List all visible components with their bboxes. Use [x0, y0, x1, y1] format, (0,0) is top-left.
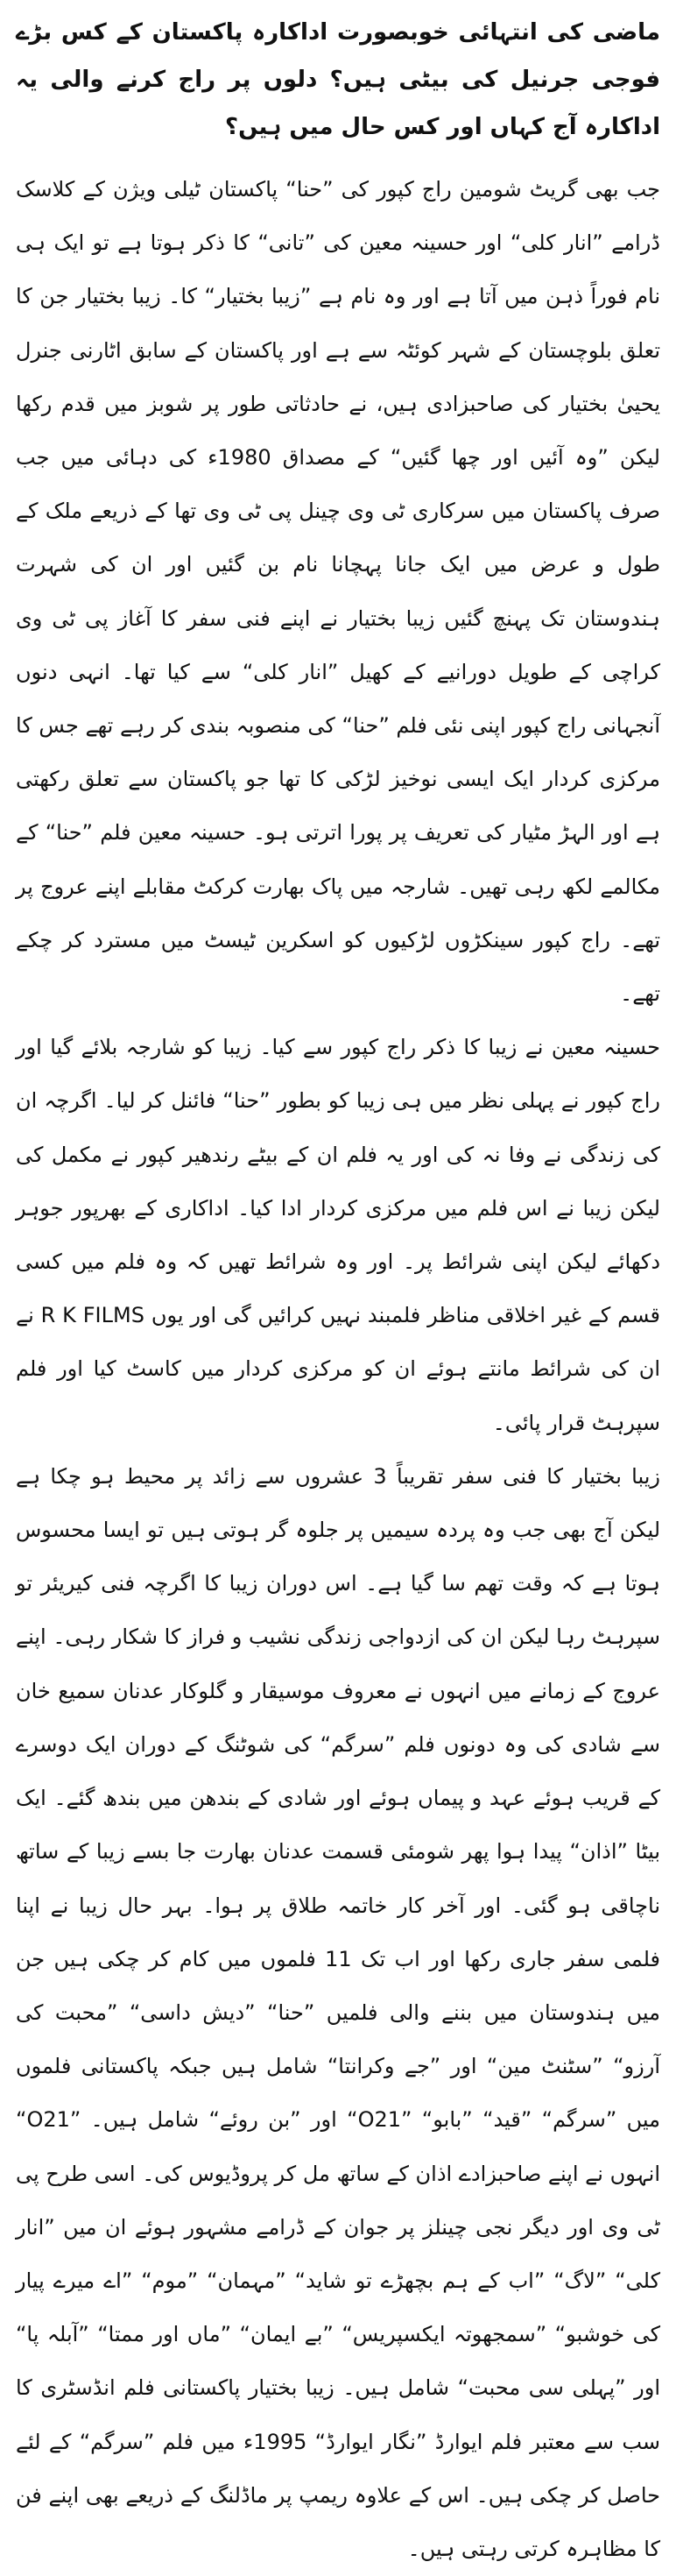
- article-body: [16, 163, 660, 2576]
- article-paragraph: زیبا بختیار کا فنی سفر تقریباً 3 عشروں سے زائد پر محیط ہو چکا ہے لیکن آج بھی جب وہ پردہ سیمیں پر جلوہ گر ہوتی ہیں تو ایسا محسوس ہوتا ہے کہ وقت تھم سا گیا ہے۔ اس دوران زیبا کا اگرچہ فنی کیریئر تو سپرہٹ رہا لیکن ان کی ازدواجی زندگی نشیب و فراز کا شکار رہی۔ اپنے عروج کے زمانے میں انہوں نے معروف موسیقار و گلوکار عدنان سمیع خان سے شادی کی وہ دونوں فلم ”سرگم“ کی شوٹنگ کے دوران ایک دوسرے کے قریب ہوئے عہد و پیماں ہوئے اور شادی کے بندھن میں بندھ گئے۔ ایک بیٹا ”اذان“ پیدا ہوا پھر شومئی قسمت عدنان بھارت جا بسے زیبا کے ساتھ ناچاقی ہو گئی۔ اور آخر کار خاتمہ طلاق پر ہوا۔ بہر حال زیبا نے اپنا فلمی سفر جاری رکھا اور اب تک 11 فلموں میں کام کر چکی ہیں جن میں ہندوستان میں بننے والی فلمیں ”حنا“ ”دیش داسی“ ”محبت کی آرزو“ ”سٹنٹ مین“ اور ”جے وکرانتا“ شامل ہیں جبکہ پاکستانی فلموں میں ”سرگم“ ”قید“ ”بابو“ ”O21“ اور ”بن روئے“ شامل ہیں۔ ”O21“ انہوں نے اپنے صاحبزادے اذان کے ساتھ مل کر پروڈیوس کی۔ اسی طرح پی ٹی وی اور دیگر نجی چینلز پر جوان کے ڈرامے مشہور ہوئے ان میں ”انار کلی“ ”لاگ“ ”اب کے ہم بچھڑے تو شاید“ ”مہمان“ ”موم“ ”اے میرے پیار کی خوشبو“ ”سمجھوتہ ایکسپریس“ ”بے ایمان“ ”ماں اور ممتا“ ”آبلہ پا“ اور ”پہلی سی محبت“ شامل ہیں۔ زیبا بختیار پاکستانی فلم انڈسٹری کا سب سے معتبر فلم ایوارڈ ”نگار ایوارڈ“ 1995ء میں فلم ”سرگم“ کے لئے حاصل کر چکی ہیں۔ اس کے علاوہ ریمپ پر ماڈلنگ کے ذریعے بھی اپنے فن کا مظاہرہ کرتی رہتی ہیں۔: [16, 1463, 661, 2561]
- article-headline: ماضی کی انتہائی خوبصورت اداکارہ پاکستان کے کس بڑے فوجی جرنیل کی بیٹی ہیں؟ دلوں پر راج کرنے والی یہ اداکارہ آج کہاں اور کس حال میں ہیں؟: [16, 19, 660, 140]
- article-paragraph: جب بھی گریٹ شومین راج کپور کی ”حنا“ پاکستان ٹیلی ویژن کے کلاسک ڈرامے ”انار کلی“ اور حسینہ معین کی ”تانی“ کا ذکر ہوتا ہے تو ایک ہی نام فوراً ذہن میں آتا ہے اور وہ نام ہے ”زیبا بختیار“ کا۔ زیبا بختیار جن کا تعلق بلوچستان کے شہر کوئٹہ سے ہے اور پاکستان کے سابق اٹارنی جنرل یحییٰ بختیار کی صاحبزادی ہیں، نے حادثاتی طور پر شوبز میں قدم رکھا لیکن ”وہ آئیں اور چھا گئیں“ کے مصداق 1980ء کی دہائی میں جب صرف پاکستان میں سرکاری ٹی وی چینل پی ٹی وی تھا کے ذریعے ملک کے طول و عرض میں ایک جانا پہچانا نام بن گئیں اور ان کی شہرت ہندوستان تک پہنچ گئیں زیبا بختیار نے اپنے فنی سفر کا آغاز پی ٹی وی کراچی کے طویل دورانیے کے کھیل ”انار کلی“ سے کیا تھا۔ انہی دنوں آنجہانی راج کپور اپنی نئی فلم ”حنا“ کی منصوبہ بندی کر رہے تھے جس کا مرکزی کردار ایک ایسی نوخیز لڑکی کا تھا جو پاکستان سے تعلق رکھتی ہے اور الہڑ مٹیار کی تعریف پر پورا اترتی ہو۔ حسینہ معین فلم ”حنا“ کے مکالمے لکھ رہی تھیں۔ شارجہ میں پاک بھارت کرکٹ مقابلے اپنے عروج پر تھے۔ راج کپور سینکڑوں لڑکیوں کو اسکرین ٹیسٹ میں مسترد کر چکے تھے۔: [16, 177, 660, 1007]
- article-paragraph: حسینہ معین نے زیبا کا ذکر راج کپور سے کیا۔ زیبا کو شارجہ بلائے گیا اور راج کپور نے پہلی نظر میں ہی زیبا کو بطور ”حنا“ فائنل کر لیا۔ اگرچہ ان کی زندگی نے وفا نہ کی اور یہ فلم ان کے بیٹے رندھیر کپور نے مکمل کی لیکن زیبا نے اس فلم میں مرکزی کردار ادا کیا۔ اداکاری کے بھرپور جوہر دکھائے لیکن اپنی شرائط پر۔ اور وہ شرائط تھیں کہ وہ فلم میں کسی قسم کے غیر اخلاقی مناظر فلمبند نہیں کرائیں گی اور یوں R K FILMS نے ان کی شرائط مانتے ہوئے ان کو مرکزی کردار میں کاسٹ کیا اور فلم سپرہٹ قرار پائی۔: [16, 1035, 660, 1435]
